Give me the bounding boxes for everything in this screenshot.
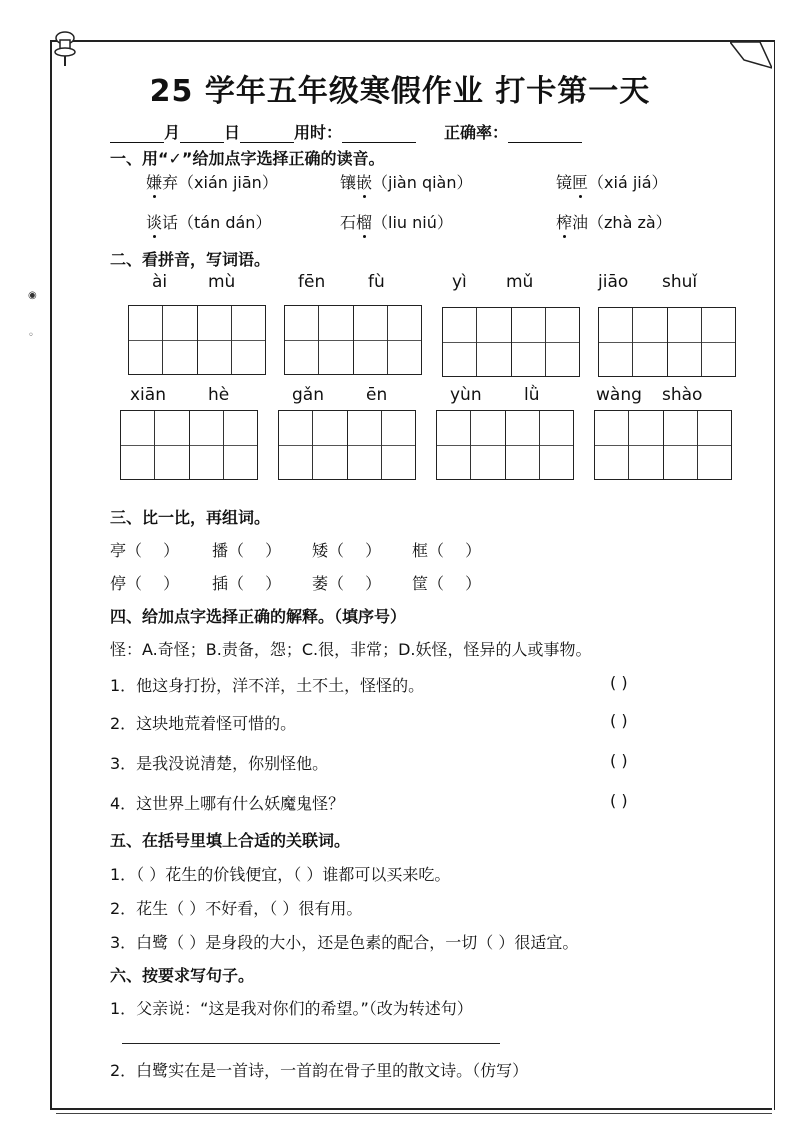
- answer-paren[interactable]: ( ): [610, 791, 628, 810]
- s4-question: 3．是我没说清楚，你别怪他。: [110, 754, 329, 773]
- pinyin-label: fēn: [298, 272, 326, 292]
- writing-grid[interactable]: [594, 410, 732, 480]
- s1-word-char: 匣: [572, 173, 589, 192]
- margin-dot-icon: ◉: [28, 290, 37, 301]
- answer-paren[interactable]: （ ）: [126, 574, 180, 593]
- accuracy-label: 正确率：: [444, 123, 509, 142]
- compare-char: 筐: [412, 574, 429, 593]
- compare-char: 停: [110, 574, 127, 593]
- answer-paren[interactable]: ( ): [610, 711, 628, 730]
- writing-grid[interactable]: [442, 307, 580, 377]
- compare-item: [312, 538, 381, 561]
- s5-question[interactable]: 1．（ ）花生的价钱便宜，（ ）谁都可以买来吃。: [110, 865, 451, 884]
- s1-word-rest: 弃: [162, 173, 179, 192]
- s1-item: [146, 210, 271, 233]
- section2-heading: 二、看拼音，写词语。: [110, 250, 271, 269]
- s1-word-rest: 油: [572, 213, 589, 232]
- pinyin-label: mǔ: [506, 272, 534, 292]
- pinyin-label: shuǐ: [662, 272, 698, 292]
- s4-question: 4．这世界上哪有什么妖魔鬼怪？: [110, 794, 345, 813]
- compare-item: [110, 538, 179, 561]
- s1-options[interactable]: （tán dán）: [178, 213, 272, 232]
- pinyin-label: hè: [208, 385, 230, 405]
- info-line: [110, 120, 582, 143]
- compare-item: [412, 571, 481, 594]
- section5-heading: 五、在括号里填上合适的关联词。: [110, 831, 351, 850]
- day-blank[interactable]: [180, 126, 224, 143]
- s4-question: 2．这块地荒着怪可惜的。: [110, 714, 297, 733]
- s6-question: 1．父亲说：“这是我对你们的希望。”（改为转述句）: [110, 999, 473, 1018]
- answer-paren[interactable]: （ ）: [328, 541, 382, 560]
- bottom-rule-shadow: [56, 1113, 772, 1114]
- pinyin-label: fù: [368, 272, 385, 292]
- answer-paren[interactable]: （ ）: [328, 574, 382, 593]
- answer-paren[interactable]: ( ): [610, 751, 628, 770]
- compare-char: 框: [412, 541, 429, 560]
- time-value-blank[interactable]: [342, 126, 416, 143]
- pinyin-label: wàng: [596, 385, 642, 405]
- compare-char: 萎: [312, 574, 329, 593]
- section4-heading: 四、给加点字选择正确的解释。（填序号）: [110, 607, 407, 626]
- s1-options[interactable]: （zhà zà）: [588, 213, 672, 232]
- answer-paren[interactable]: （ ）: [428, 541, 482, 560]
- answer-paren[interactable]: ( ): [610, 673, 628, 692]
- s1-word-char: 谈: [146, 213, 163, 232]
- pinyin-label: lǜ: [524, 385, 540, 405]
- pinyin-label: gǎn: [292, 385, 324, 405]
- compare-char: 亭: [110, 541, 127, 560]
- s1-word-char: 榨: [556, 213, 573, 232]
- s6-question: 2．白鹭实在是一首诗，一首韵在骨子里的散文诗。（仿写）: [110, 1061, 529, 1080]
- bottom-rule: [50, 1108, 772, 1110]
- s5-question[interactable]: 3．白鹭（ ）是身段的大小，还是色素的配合，一切（ ）很适宜。: [110, 933, 579, 952]
- s1-item: [340, 210, 453, 233]
- section3-heading: 三、比一比，再组词。: [110, 508, 271, 527]
- accuracy-blank[interactable]: [508, 126, 582, 143]
- s1-word-char: 嫌: [146, 173, 163, 192]
- s1-word-char: 嵌: [356, 173, 373, 192]
- s1-word-rest: 石: [340, 213, 357, 232]
- s1-options[interactable]: （xián jiān）: [178, 173, 278, 192]
- pinyin-label: yì: [452, 272, 467, 292]
- s1-options[interactable]: （jiàn qiàn）: [372, 173, 473, 192]
- writing-grid[interactable]: [284, 305, 422, 375]
- s1-word-rest: 镜: [556, 173, 573, 192]
- writing-grid[interactable]: [436, 410, 574, 480]
- compare-item: [412, 538, 481, 561]
- pinyin-label: yùn: [450, 385, 482, 405]
- compare-item: [110, 571, 179, 594]
- time-label: 用时：: [294, 123, 343, 142]
- pushpin-icon: [52, 28, 78, 68]
- compare-char: 插: [212, 574, 229, 593]
- definition-line: 怪：A.奇怪；B.责备，怨；C.很，非常；D.妖怪，怪异的人或事物。: [110, 640, 592, 659]
- answer-paren[interactable]: （ ）: [228, 574, 282, 593]
- compare-item: [212, 538, 281, 561]
- s1-item: [340, 170, 473, 193]
- day-label: 日: [224, 123, 241, 142]
- pinyin-label: ēn: [366, 385, 388, 405]
- section1-heading: 一、用“✓”给加点字选择正确的读音。: [110, 149, 385, 168]
- compare-char: 播: [212, 541, 229, 560]
- compare-item: [212, 571, 281, 594]
- s5-question[interactable]: 2．花生（ ）不好看，（ ）很有用。: [110, 899, 363, 918]
- s1-item: [146, 170, 278, 193]
- pinyin-label: ài: [152, 272, 168, 292]
- s4-question: 1．他这身打扮，洋不洋，土不土，怪怪的。: [110, 676, 425, 695]
- writing-grid[interactable]: [278, 410, 416, 480]
- month-blank[interactable]: [110, 126, 164, 143]
- section6-heading: 六、按要求写句子。: [110, 966, 255, 985]
- pinyin-label: shào: [662, 385, 703, 405]
- month-label: 月: [164, 123, 181, 142]
- writing-grid[interactable]: [598, 307, 736, 377]
- pinyin-label: mù: [208, 272, 236, 292]
- answer-paren[interactable]: （ ）: [126, 541, 180, 560]
- compare-char: 矮: [312, 541, 329, 560]
- page-title: 25 学年五年级寒假作业 打卡第一天: [149, 74, 651, 109]
- s1-options[interactable]: （xiá jiá）: [588, 173, 668, 192]
- pinyin-label: jiāo: [598, 272, 629, 292]
- s1-item: [556, 210, 672, 233]
- time-blank[interactable]: [240, 126, 294, 143]
- margin-dot-icon: ◦: [28, 330, 34, 341]
- compare-item: [312, 571, 381, 594]
- pinyin-label: xiān: [130, 385, 166, 405]
- s1-options[interactable]: （liu niú）: [372, 213, 453, 232]
- s1-item: [556, 170, 668, 193]
- s1-word-char: 榴: [356, 213, 373, 232]
- answer-paren[interactable]: （ ）: [428, 574, 482, 593]
- writing-grid[interactable]: [128, 305, 266, 375]
- answer-line[interactable]: [122, 1043, 500, 1044]
- s1-word-rest: 镶: [340, 173, 357, 192]
- writing-grid[interactable]: [120, 410, 258, 480]
- s1-word-rest: 话: [162, 213, 179, 232]
- answer-paren[interactable]: （ ）: [228, 541, 282, 560]
